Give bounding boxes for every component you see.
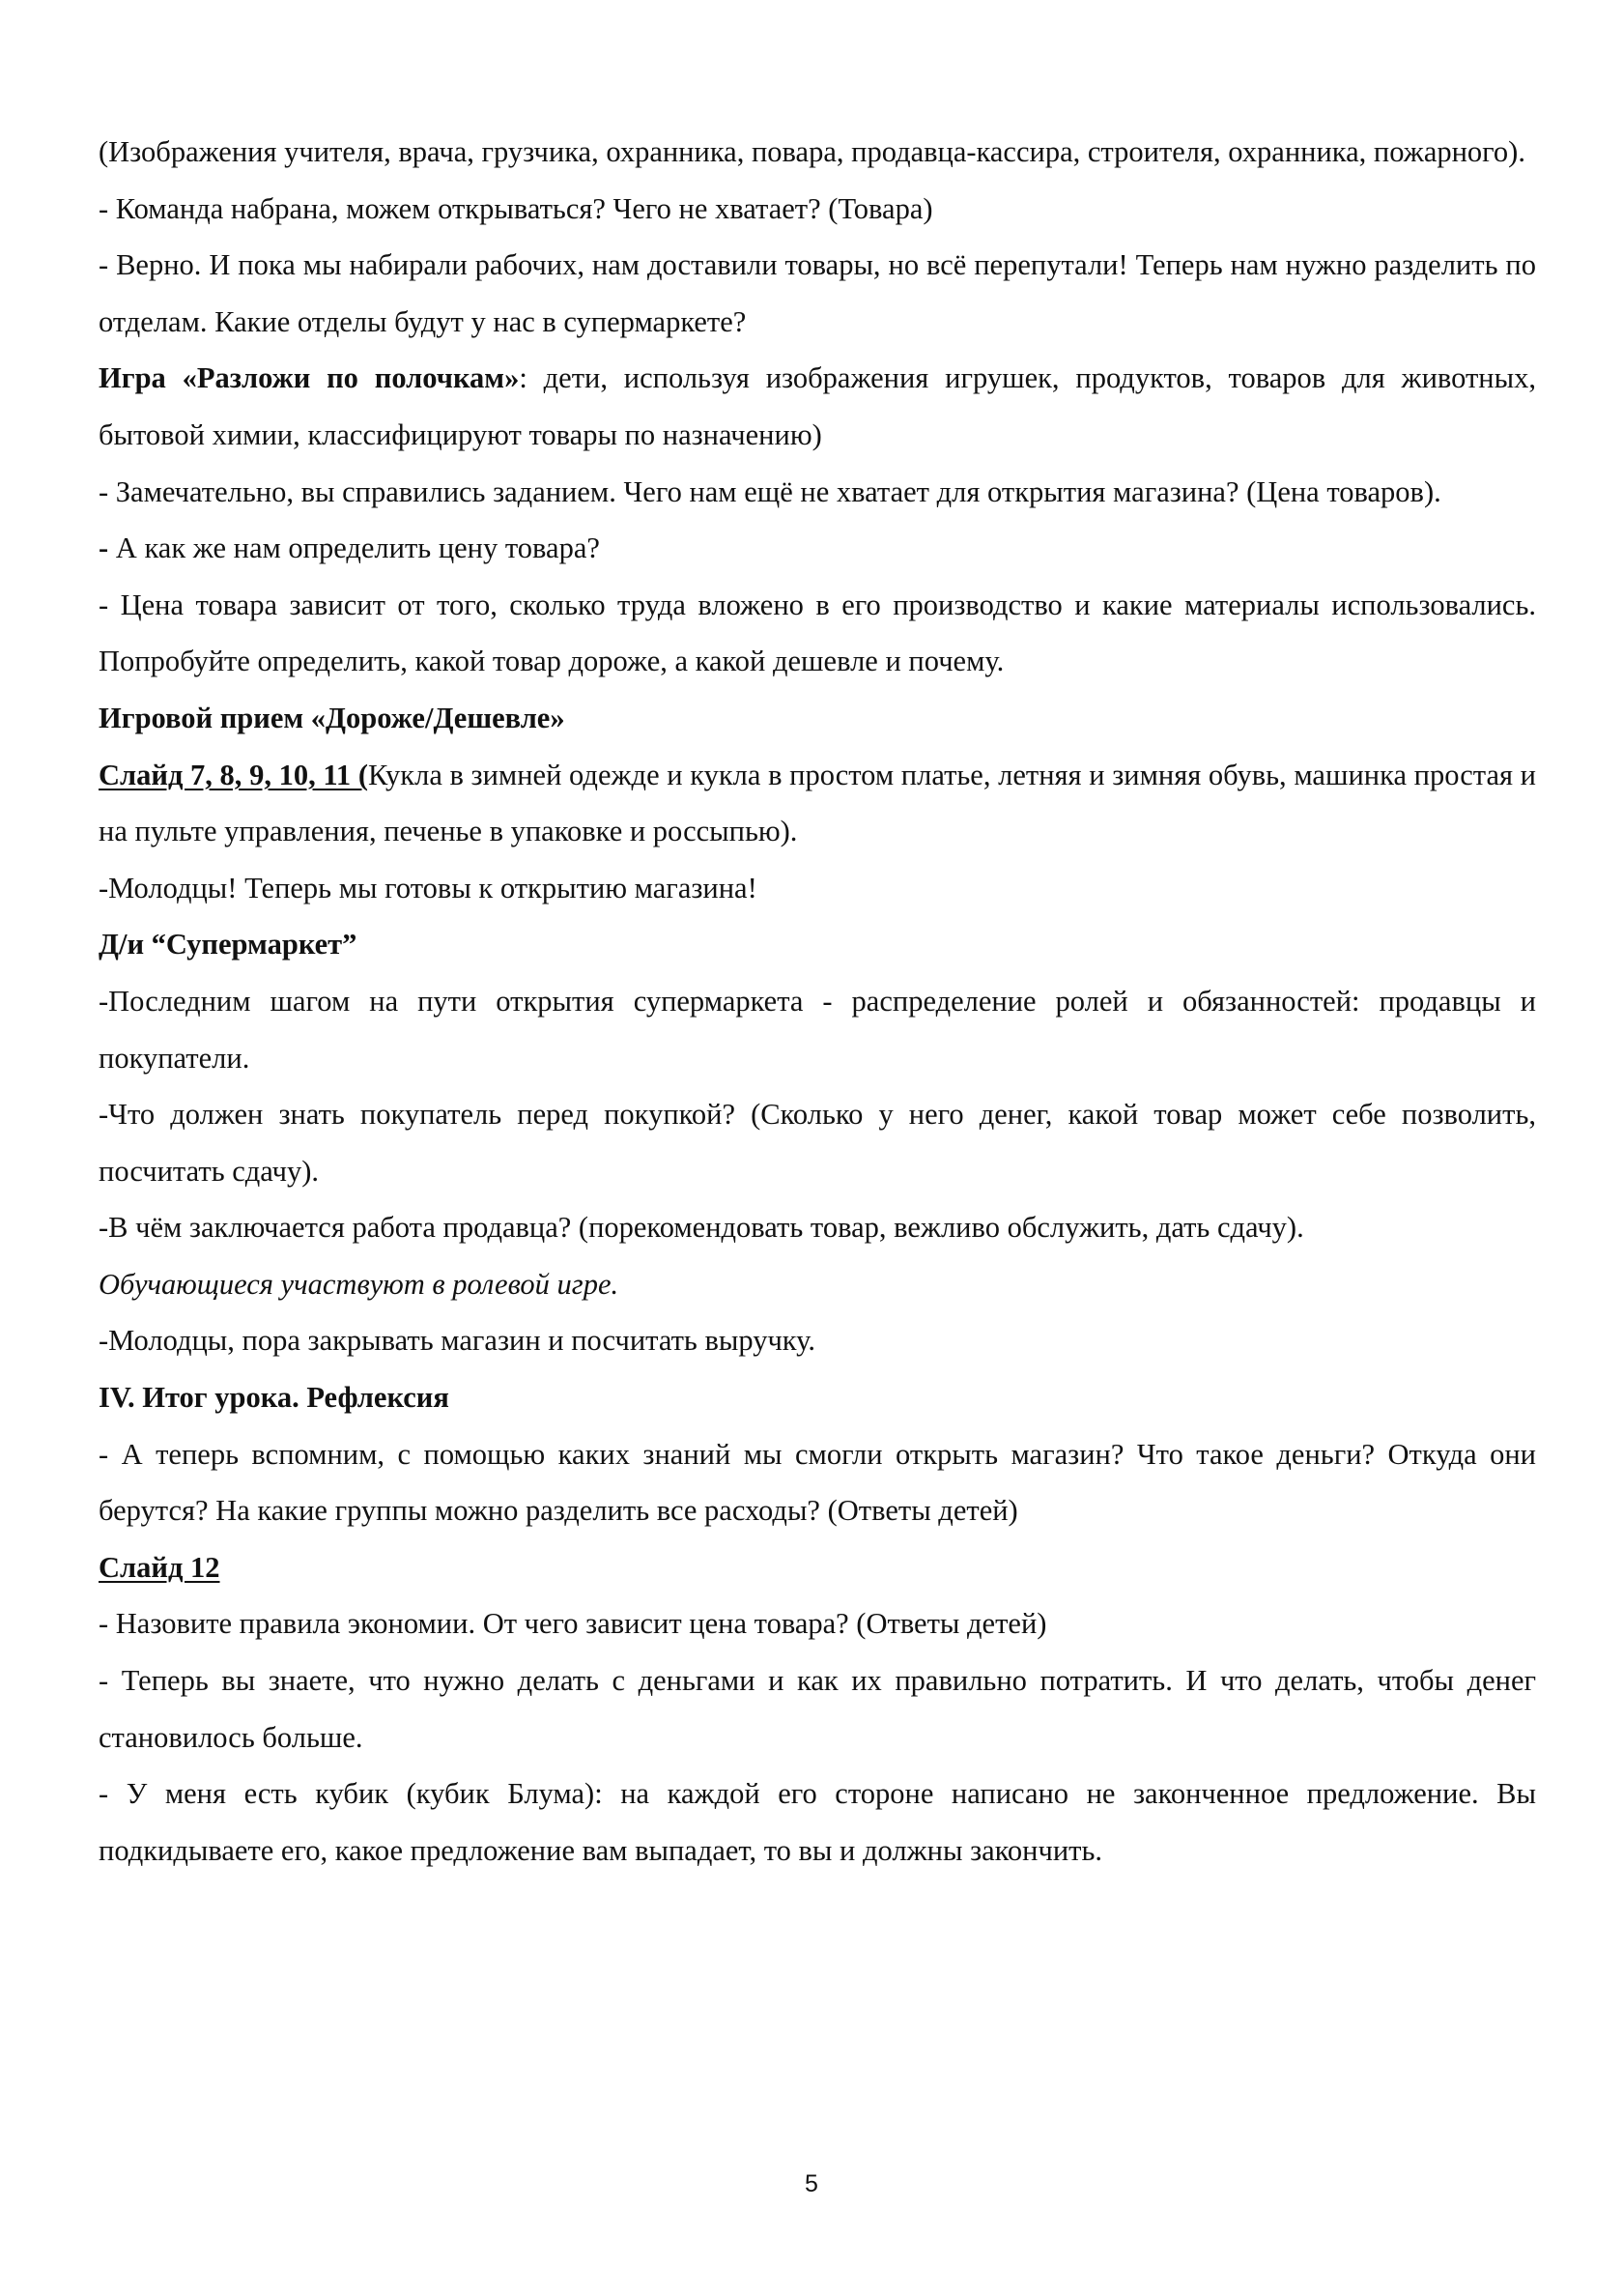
paragraph-money-use: - Теперь вы знаете, что нужно делать с деньгами и как их правильно потратить. И что делать, чтобы денег становилось больше. — [99, 1664, 1536, 1754]
slides-7-11-label: Слайд 7, 8, 9, 10, 11 ( — [99, 758, 368, 791]
paragraph-bloom-cube: - У меня есть кубик (кубик Блума): на каждой его стороне написано не законченное предложение. Вы подкидываете его, какое предложение вам выпадает, то вы и должны закончить. — [99, 1777, 1536, 1867]
paragraph-determine-price — [99, 520, 1536, 577]
slides-7-11-text: Кукла в зимней одежде и кукла в простом платье, летняя и зимняя обувь, машинка простая и на пульте управления, печенье в упаковке и россыпью). — [99, 758, 1536, 848]
paragraph-recall-knowledge: - А теперь вспомним, с помощью каких знаний мы смогли открыть магазин? Что такое деньги? Откуда они берутся? На какие группы можно разделить все расходы? (Ответы детей) — [99, 1437, 1536, 1528]
paragraph-close-shop: -Молодцы, пора закрывать магазин и посчитать выручку. — [99, 1324, 815, 1358]
paragraph-seller-work: -В чём заключается работа продавца? (порекомендовать товар, вежливо обслужить, дать сдачу). — [99, 1211, 1304, 1245]
determine-price-text: А как же нам определить цену товара? — [108, 531, 600, 565]
paragraph-slides-7-11 — [99, 747, 1536, 860]
paragraph-buyer-knowledge: -Что должен знать покупатель перед покупкой? (Сколько у него денег, какой товар может себе позволить, посчитать сдачу). — [99, 1098, 1536, 1188]
paragraph-team-ready: - Команда набрана, можем открываться? Чего не хватает? (Товара) — [99, 191, 933, 225]
game-shelves-text: : дети, используя изображения игрушек, продуктов, товаров для животных, бытовой химии, классифицируют товары по назначению) — [99, 361, 1536, 451]
paragraph-missing-price: - Замечательно, вы справились заданием. Чего нам ещё не хватает для открытия магазина? (Цена товаров). — [99, 474, 1441, 508]
document-body — [99, 124, 1536, 1879]
heading-expensive-cheaper: Игровой прием «Дороже/Дешевле» — [99, 701, 565, 734]
paragraph-goods-mixed: - Верно. И пока мы набирали рабочих, нам доставили товары, но всё перепутали! Теперь нам нужно разделить по отделам. Какие отделы будут у нас в супермаркете? — [99, 248, 1536, 338]
heading-supermarket-game: Д/и “Супермаркет” — [99, 928, 357, 961]
paragraph-roles: -Последним шагом на пути открытия супермаркета - распределение ролей и обязанностей: продавцы и покупатели. — [99, 984, 1536, 1075]
paragraph-saving-rules: - Назовите правила экономии. От чего зависит цена товара? (Ответы детей) — [99, 1607, 1047, 1641]
game-shelves-title: Игра «Разложи по полочкам» — [99, 361, 520, 395]
heading-lesson-summary: IV. Итог урока. Рефлексия — [99, 1381, 449, 1415]
paragraph-price-depends: - Цена товара зависит от того, сколько труда вложено в его производство и какие материалы использовались. Попробуйте определить, какой товар дороже, а какой дешевле и почему. — [99, 588, 1536, 678]
heading-slide-12: Слайд 12 — [99, 1550, 220, 1584]
paragraph-professions: (Изображения учителя, врача, грузчика, охранника, повара, продавца-кассира, строителя, охранника, пожарного). — [99, 135, 1525, 168]
paragraph-game-shelves — [99, 350, 1536, 463]
paragraph-role-play: Обучающиеся участвуют в ролевой игре. — [99, 1267, 619, 1301]
dash-bold: - — [99, 531, 109, 565]
page-number: 5 — [805, 2170, 818, 2197]
paragraph-ready-to-open: -Молодцы! Теперь мы готовы к открытию магазина! — [99, 871, 757, 904]
